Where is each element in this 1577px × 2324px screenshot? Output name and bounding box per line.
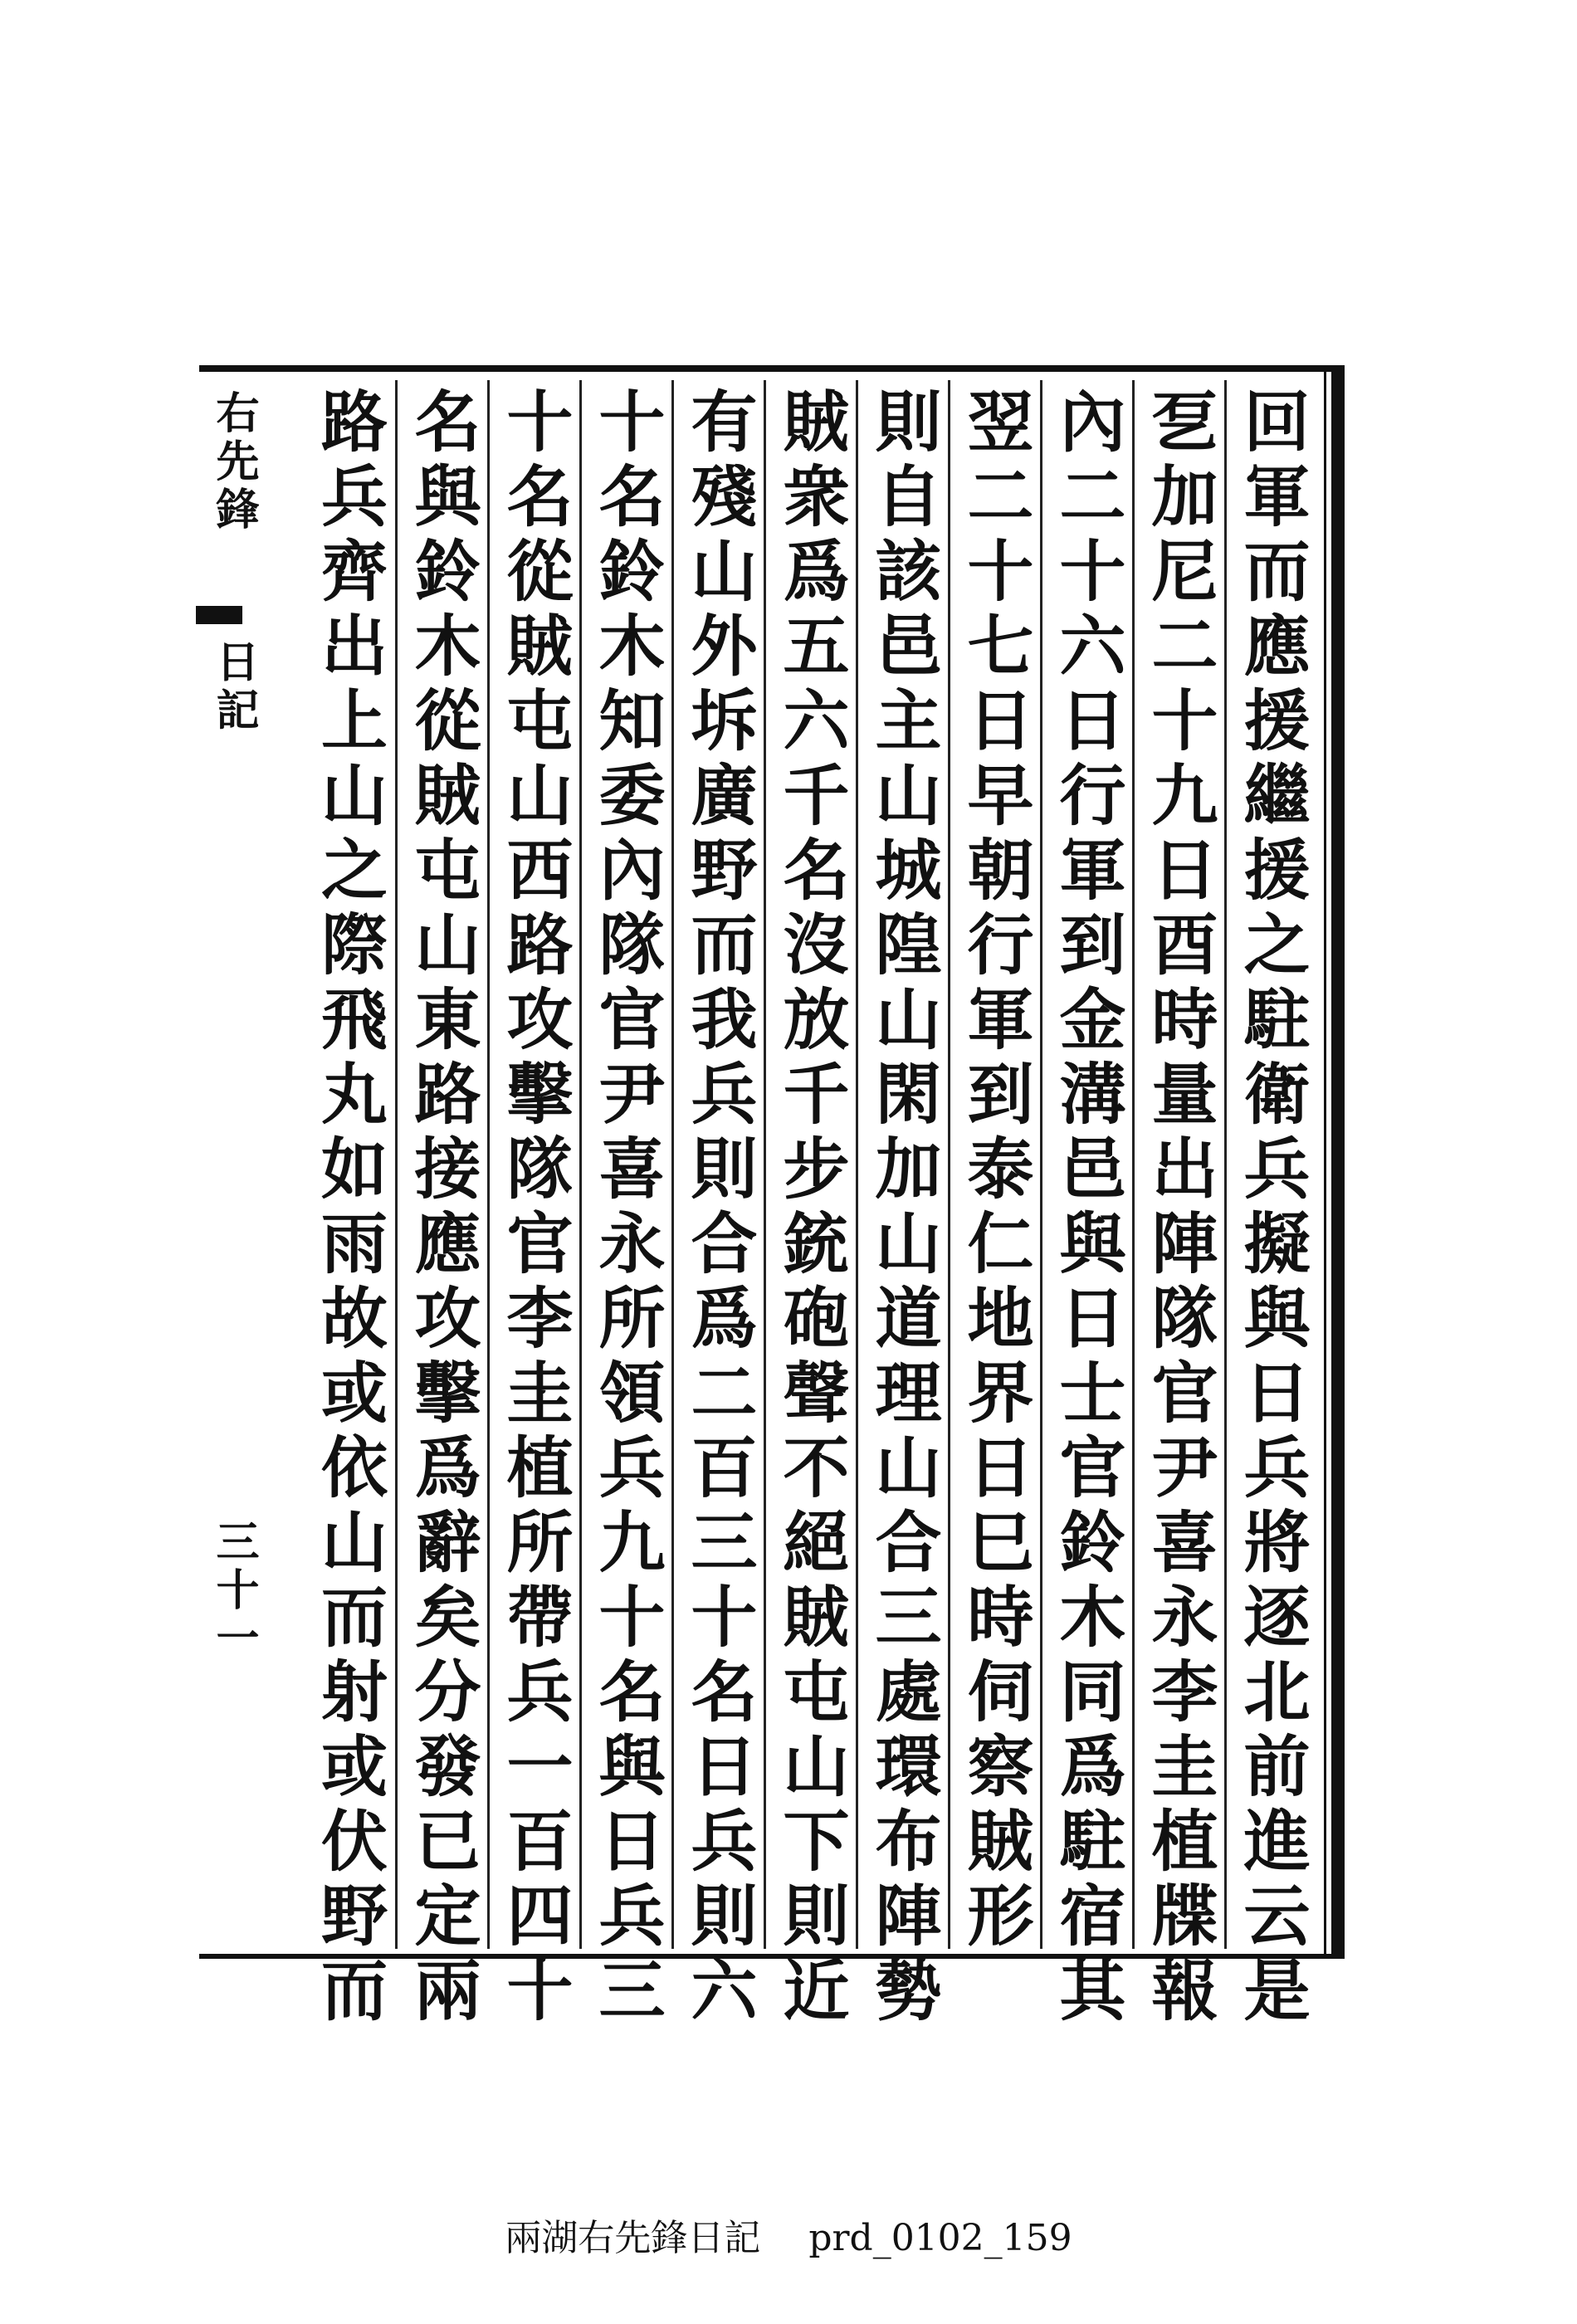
column-text: 乭加尼二十九日酉時量出陣隊官尹喜永李圭植牒報	[1140, 387, 1218, 2030]
caption-id: prd_0102_159	[808, 2217, 1072, 2259]
text-column-2	[1132, 380, 1224, 2030]
column-text: 十名鈴木知委內隊官尹喜永所領兵九十名與日兵三	[588, 387, 666, 2030]
margin-section: 日記	[208, 639, 259, 735]
column-text: 則自該邑主山城隍山閑加山道理山合三處環布陣勢	[864, 387, 942, 2030]
column-text: 名與鈴木從賊屯山東路接應攻擊爲辭矣分發已定兩	[403, 387, 481, 2030]
text-columns	[208, 380, 1316, 2030]
caption-title: 兩湖右先鋒日記	[505, 2217, 761, 2259]
column-text: 翌二十七日早朝行軍到泰仁地界日巳時伺察賊形	[956, 387, 1034, 1955]
text-column-4	[948, 380, 1040, 1955]
text-column-9	[487, 380, 579, 2030]
text-column-5	[856, 380, 948, 2030]
column-text: 回軍而應援繼援之駐衛兵擬與日兵將逐北前進云是	[1233, 387, 1311, 2030]
column-text: 路兵齊出上山之際飛丸如雨故或依山而射或伏野而	[310, 387, 388, 2030]
frame-inner-rule	[1324, 372, 1326, 1954]
column-text: 有殘山外坼廣野而我兵則合爲二百三十名日兵則六	[680, 387, 758, 2030]
text-column-7	[671, 380, 764, 2030]
text-frame	[199, 365, 1345, 2030]
text-column-3	[1040, 380, 1132, 2030]
margin-page-number: 三十一	[208, 1519, 259, 1663]
column-text: 十名從賊屯山西路攻擊隊官李圭植所帶兵一百四十	[496, 387, 574, 2030]
text-column-6	[764, 380, 856, 2030]
text-column-11	[303, 380, 395, 2030]
text-column-10	[395, 380, 487, 2030]
column-text: 內二十六日行軍到金溝邑與日士官鈴木同爲駐宿其	[1048, 387, 1126, 2030]
text-column-1	[1224, 380, 1316, 2030]
margin-book-title: 右先鋒	[208, 390, 259, 535]
text-column-8	[579, 380, 671, 2030]
page-caption	[0, 2208, 1577, 2261]
column-text: 賊衆爲五六千名沒放千步銃砲聲不絕賊屯山下則近	[772, 387, 850, 2030]
